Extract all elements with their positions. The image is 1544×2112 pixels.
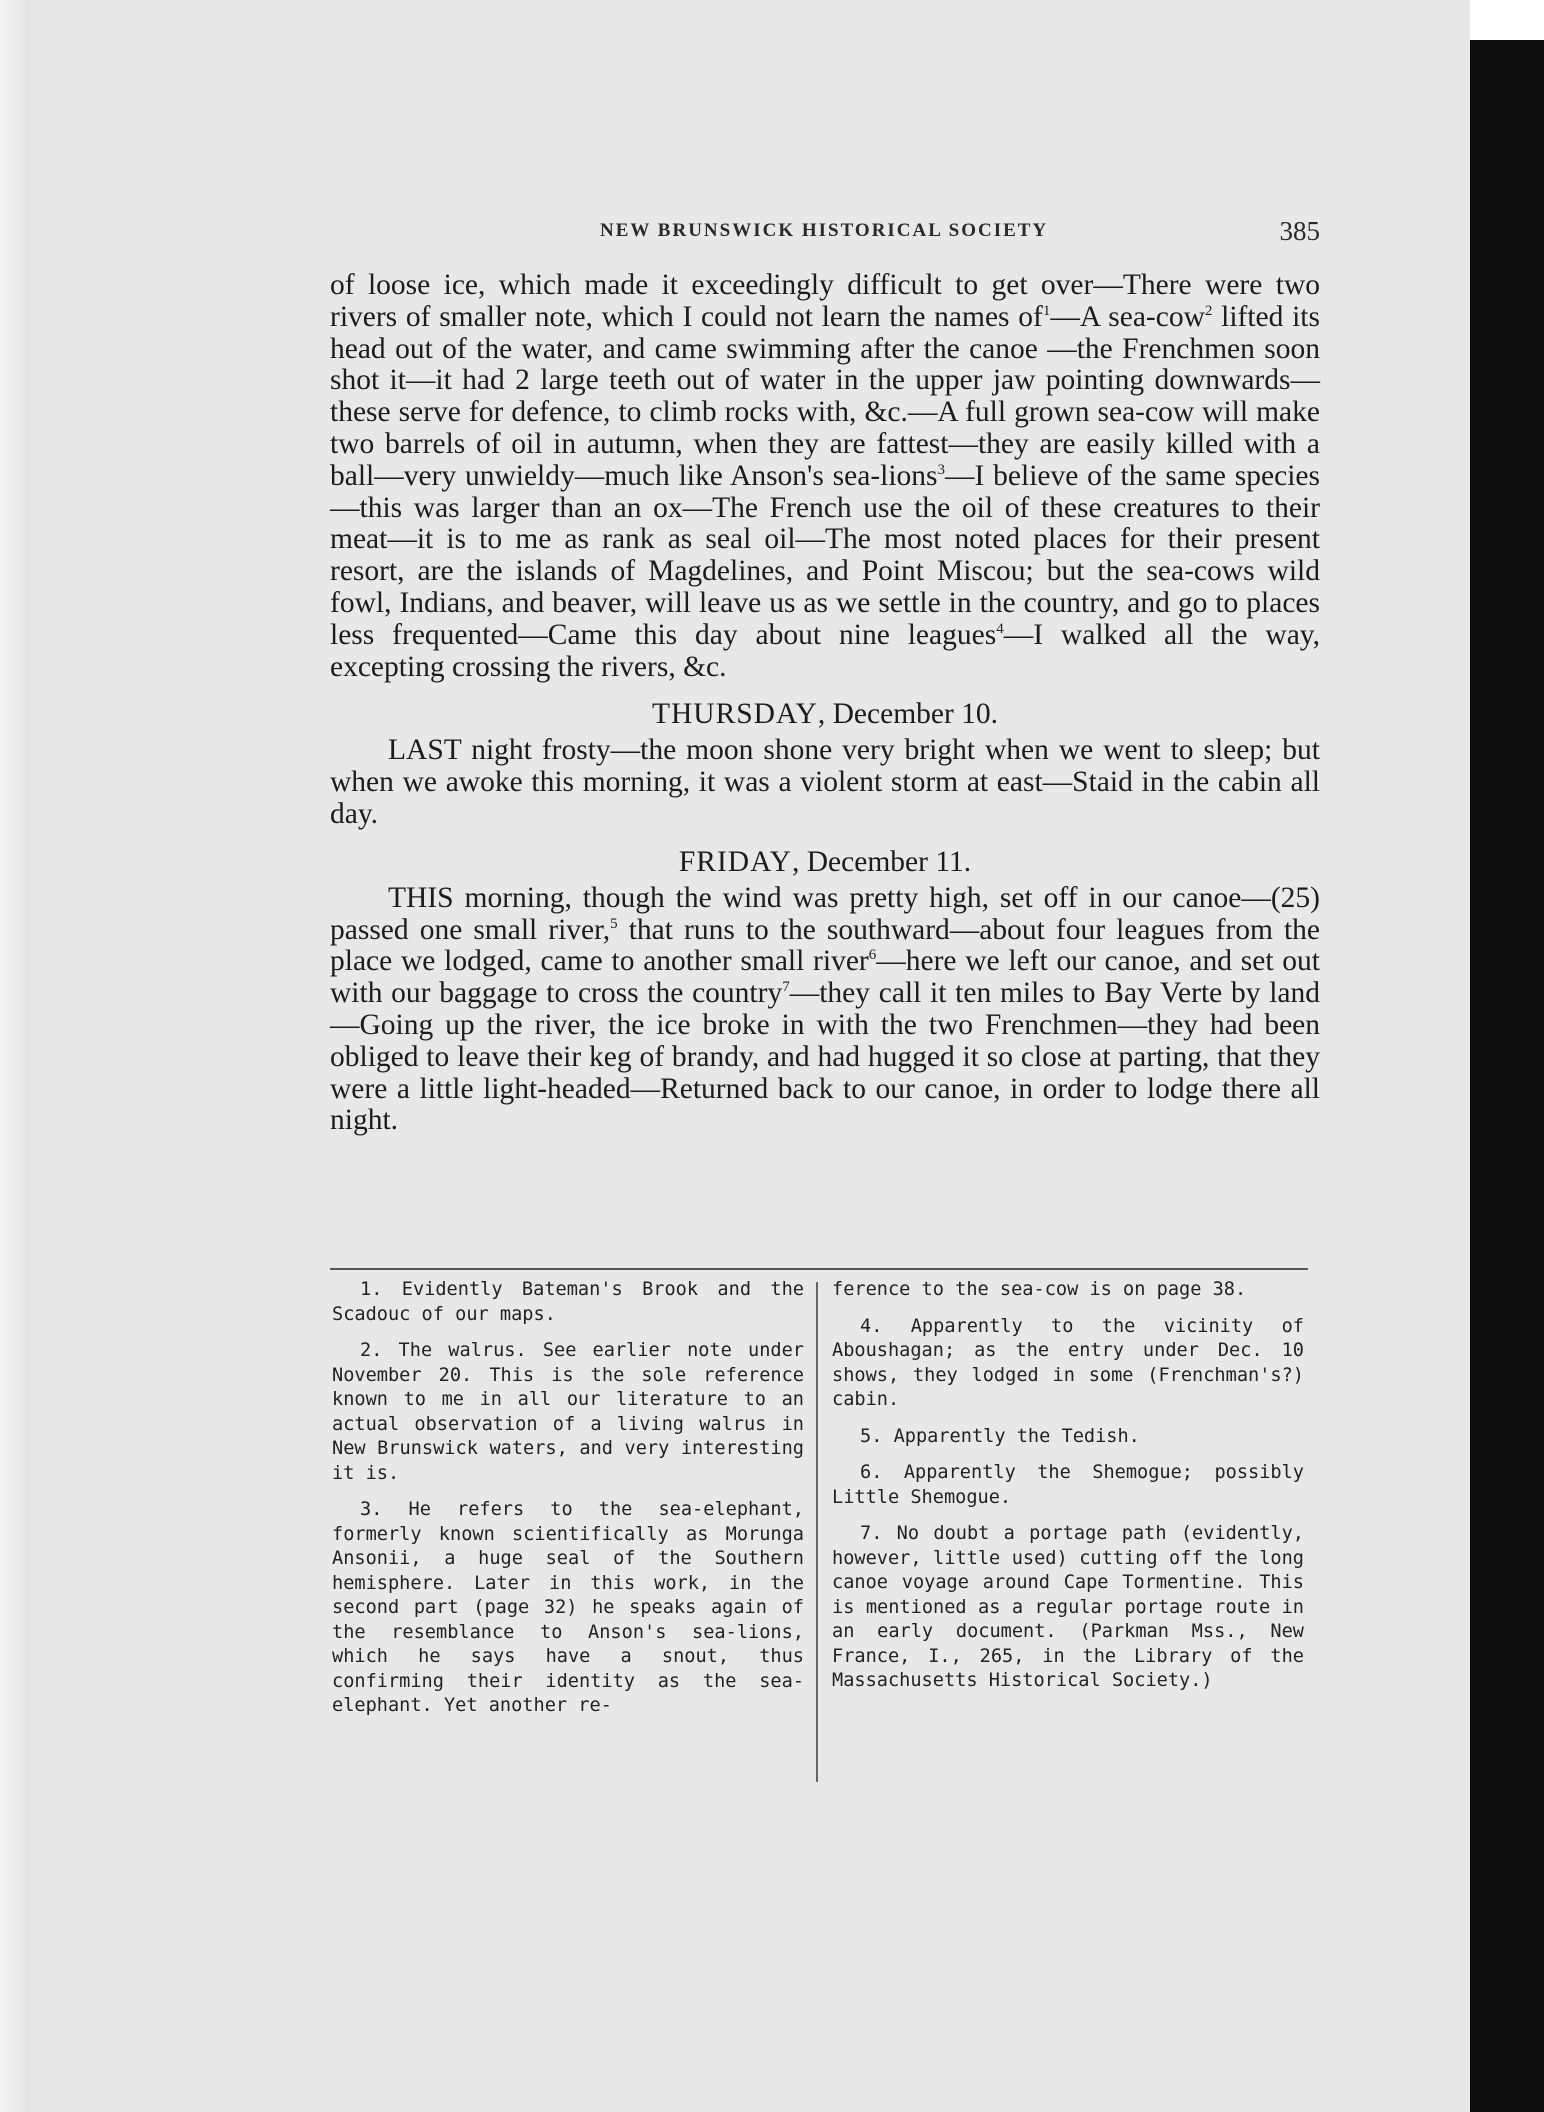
footnote-ref-4: 4	[996, 620, 1004, 637]
footnote-ref-1: 1	[1042, 302, 1051, 319]
page-header	[330, 216, 1320, 256]
page-number: 385	[1279, 216, 1320, 246]
footnotes	[332, 1278, 1308, 1798]
footnote-4: 4. Apparently to the vicinity of Aboushagan; as the entry under Dec. 10 shows, they lodged in some (Frenchman's?) cabin.	[832, 1315, 1304, 1410]
page-gutter	[0, 0, 30, 2112]
column-divider	[816, 1282, 818, 1782]
body-text	[330, 270, 1320, 1137]
footnote-ref-6: 6	[868, 947, 877, 964]
footnote-1: 1. Evidently Bateman's Brook and the Scadouc of our maps.	[332, 1279, 804, 1325]
footnote-2: 2. The walrus. See earlier note under November 20. This is the sole reference known to me in all our literature to an actual observation of a living walrus in New Brunswick waters, and very interesting it is.	[332, 1340, 804, 1484]
footnote-rule	[330, 1268, 1308, 1270]
footnote-3-continued: ference to the sea-cow is on page 38.	[832, 1279, 1247, 1300]
heading-friday: FRIDAY, December 11.	[678, 845, 972, 878]
heading-thursday: THURSDAY, December 10.	[651, 698, 999, 731]
running-head: NEW BRUNSWICK HISTORICAL SOCIETY	[600, 220, 1049, 241]
footnote-ref-5: 5	[610, 915, 618, 932]
footnote-6: 6. Apparently the Shemogue; possibly Little Shemogue.	[832, 1462, 1304, 1508]
footnote-5: 5. Apparently the Tedish.	[860, 1425, 1140, 1447]
adjacent-page-edge	[1470, 40, 1544, 2112]
footnote-ref-2: 2	[1204, 302, 1213, 319]
paragraph-3: THIS morning, though the wind was pretty high, set off in our canoe—(25) passed one small river,$^5$ that runs to the southward—about four leagues from the place we lodged, came to another small river$^6$—here we left our canoe, and set out with our baggage to cross the country$^7$—they call it ten miles to Bay Verte by land—Going up the river, the ice broke in with the two Frenchmen—they had been obliged to leave their keg of brandy, and had hugged it so close at parting, that they were a little light-headed—Returned back to our canoe, in order to lodge there all night.	[330, 881, 1320, 1137]
paragraph-1: of loose ice, which made it exceedingly difficult to get over—There were two rivers of smaller note, which I could not learn the names $of^1—A$ sea-cow$^2$ lifted its head out of the water, and came swimming after the canoe —the Frenchmen soon shot it—it had 2 large teeth out of water in the upper jaw pointing downwards—these serve for defence, to climb rocks with, &c.—A full grown sea-cow will make two barrels of oil in autumn, when they are fattest—they are easily killed with a ball—very unwieldy—much like Anson's sea-lions$^3$—I believe of the same species—this was larger than an ox—The French use the oil of these creatures to their meat—it is to me as rank as seal oil—The most noted places for their present resort, are the islands of Magdelines, and Point Miscou; but the sea-cows wild fowl, Indians, and beaver, will leave us as we settle in the country, and go to places less frequented—Came this day about nine leagues$^4$—I walked all the way, excepting crossing the rivers, &c.	[330, 269, 1320, 683]
footnote-7: 7. No doubt a portage path (evidently, however, little used) cutting off the long canoe voyage around Cape Tormentine. This is mentioned as a regular portage route in an early document. (Parkman Mss., New France, I., 265, in the Library of the Massachusetts Historical Society.)	[832, 1523, 1304, 1691]
footnotes-right-column	[832, 1278, 1304, 1706]
footnote-ref-3: 3	[937, 461, 946, 478]
footnotes-left-column	[332, 1278, 804, 1731]
paragraph-2: LAST night frosty—the moon shone very bright when we went to sleep; but when we awoke this morning, it was a violent storm at east—Staid in the cabin all day.	[330, 734, 1320, 830]
footnote-ref-7: 7	[782, 979, 790, 996]
footnote-3: 3. He refers to the sea-elephant, formerly known scientifically as Morunga Ansonii, a huge seal of the Southern hemisphere. Later in this work, in the second part (page 32) he speaks again of the resemblance to Anson's sea-lions, which he says have a snout, thus confirming their identity as the sea-elephant. Yet another re-	[332, 1499, 804, 1716]
